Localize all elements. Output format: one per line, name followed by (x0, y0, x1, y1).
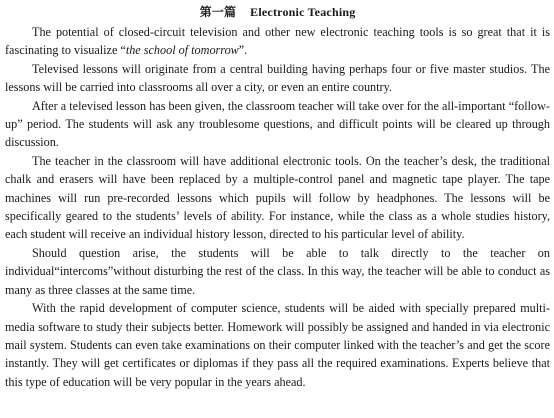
paragraph-5: Should question arise, the students will be able to talk directly to the teacher on individual“intercoms”without disturbing the rest of the class. In this way, the teacher will be able to conduct as many as three classes at the same time. (5, 245, 550, 297)
paragraph-2: Televised lessons will originate from a central building having perhaps four or five master studios. The lessons will be carried into classrooms all over a city, or even an entire country. (5, 61, 550, 95)
chapter-number: 第一篇 (199, 5, 237, 19)
chapter-title: Electronic Teaching (250, 5, 356, 19)
paragraph-4: The teacher in the classroom will have additional electronic tools. On the teacher’s desk, the traditional chalk and erasers will have been replaced by a multiple-control panel and magnetic tape player. The tape machines will run pre-recorded lessons which pupils will follow by headphones. The lessons will be specifically geared to the students’ levels of ability. For instance, while the class as a whole studies history, each student will receive an individual history lesson, directed to his particular level of ability. (5, 153, 550, 242)
paragraph-1 (5, 23, 550, 60)
article-title (5, 4, 550, 20)
paragraph-6: With the rapid development of computer science, students will be aided with specially prepared multi-media software to study their subjects better. Homework will possibly be assigned and handed in via electronic mail system. Students can even take examinations on their computer linked with the teacher’s and get the score instantly. They will get certificates or diplomas if they pass all the required examinations. Experts believe that this type of education will be very popular in the years ahead. (5, 301, 550, 389)
paragraph-1-text: The potential of closed-circuit television and other new electronic teaching tools is so great that it is fascinating to visualize “ (5, 25, 550, 58)
paragraph-3: After a televised lesson has been given, the classroom teacher will take over for the all-important “follow-up” period. The students will ask any troublesome questions, and difficult points will be cleared up through discussion. (5, 98, 550, 150)
emphasis-school-of-tomorrow: the school of tomorrow (125, 43, 239, 58)
paragraph-1-tail: ”. (238, 43, 248, 58)
